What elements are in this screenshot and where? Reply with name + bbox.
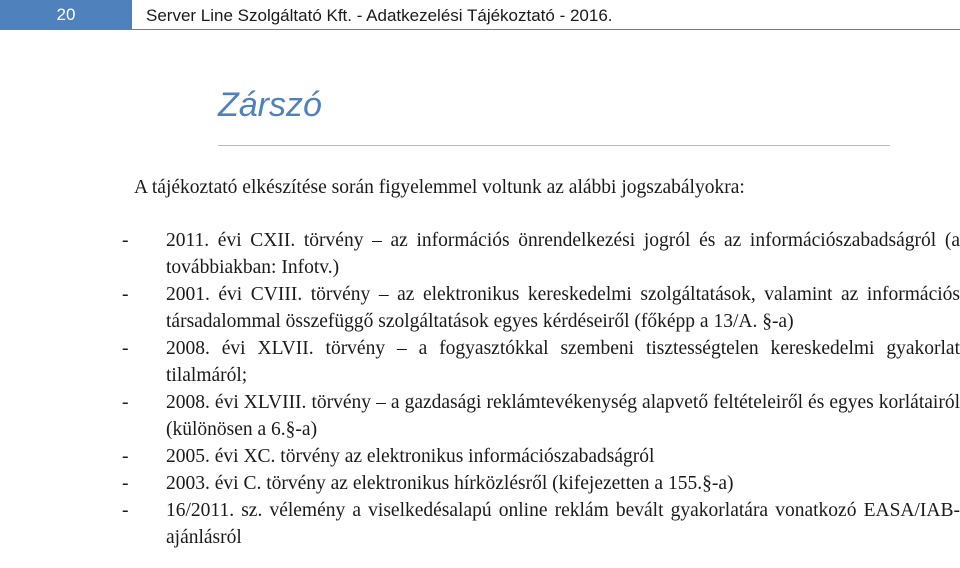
list-bullet: - <box>122 230 129 251</box>
section-title: Zárszó <box>218 86 322 124</box>
list-item-text: 2008. évi XLVII. törvény – a fogyasztókkal szembeni tisztességtelen kereskedelmi gyakorlat tilalmáról; <box>166 338 960 386</box>
list-item <box>122 281 960 335</box>
law-list <box>122 227 960 551</box>
list-item-text: 16/2011. sz. vélemény a viselkedésalapú online reklám bevált gyakorlatára vonatkozó EASA/IAB-ajánlásról <box>166 500 960 548</box>
list-item-text: 2011. évi CXII. törvény – az információs önrendelkezési jogról és az információszabadságról (a továbbiakban: Infotv.) <box>166 230 960 278</box>
list-item <box>122 335 960 389</box>
intro-paragraph: A tájékoztató elkészítése során figyelemmel voltunk az alábbi jogszabályokra: <box>134 177 745 198</box>
title-divider <box>218 145 890 146</box>
list-item <box>122 443 960 470</box>
list-item-text: 2008. évi XLVIII. törvény – a gazdasági reklámtevékenység alapvető feltételeiről és egyes korlátairól (különösen a 6.§-a) <box>166 392 960 440</box>
header-divider <box>132 29 960 30</box>
list-item-text: 2003. évi C. törvény az elektronikus hírközlésről (kifejezetten a 155.§-a) <box>166 473 734 494</box>
list-item <box>122 497 960 551</box>
list-bullet: - <box>122 392 129 413</box>
list-bullet: - <box>122 284 129 305</box>
page-header <box>0 0 960 34</box>
list-item-text: 2005. évi XC. törvény az elektronikus információszabadságról <box>166 446 655 467</box>
list-item <box>122 470 960 497</box>
list-bullet: - <box>122 473 129 494</box>
header-title: Server Line Szolgáltató Kft. - Adatkezelési Tájékoztató - 2016. <box>146 6 613 25</box>
list-item <box>122 389 960 443</box>
list-bullet: - <box>122 500 129 521</box>
page-number: 20 <box>0 0 132 30</box>
list-bullet: - <box>122 338 129 359</box>
list-item-text: 2001. évi CVIII. törvény – az elektronikus kereskedelmi szolgáltatások, valamint az információs társadalommal összefüggő szolgáltatások egyes kérdéseiről (főképp a 13/A. §-a) <box>166 284 960 332</box>
list-bullet: - <box>122 446 129 467</box>
list-item <box>122 227 960 281</box>
